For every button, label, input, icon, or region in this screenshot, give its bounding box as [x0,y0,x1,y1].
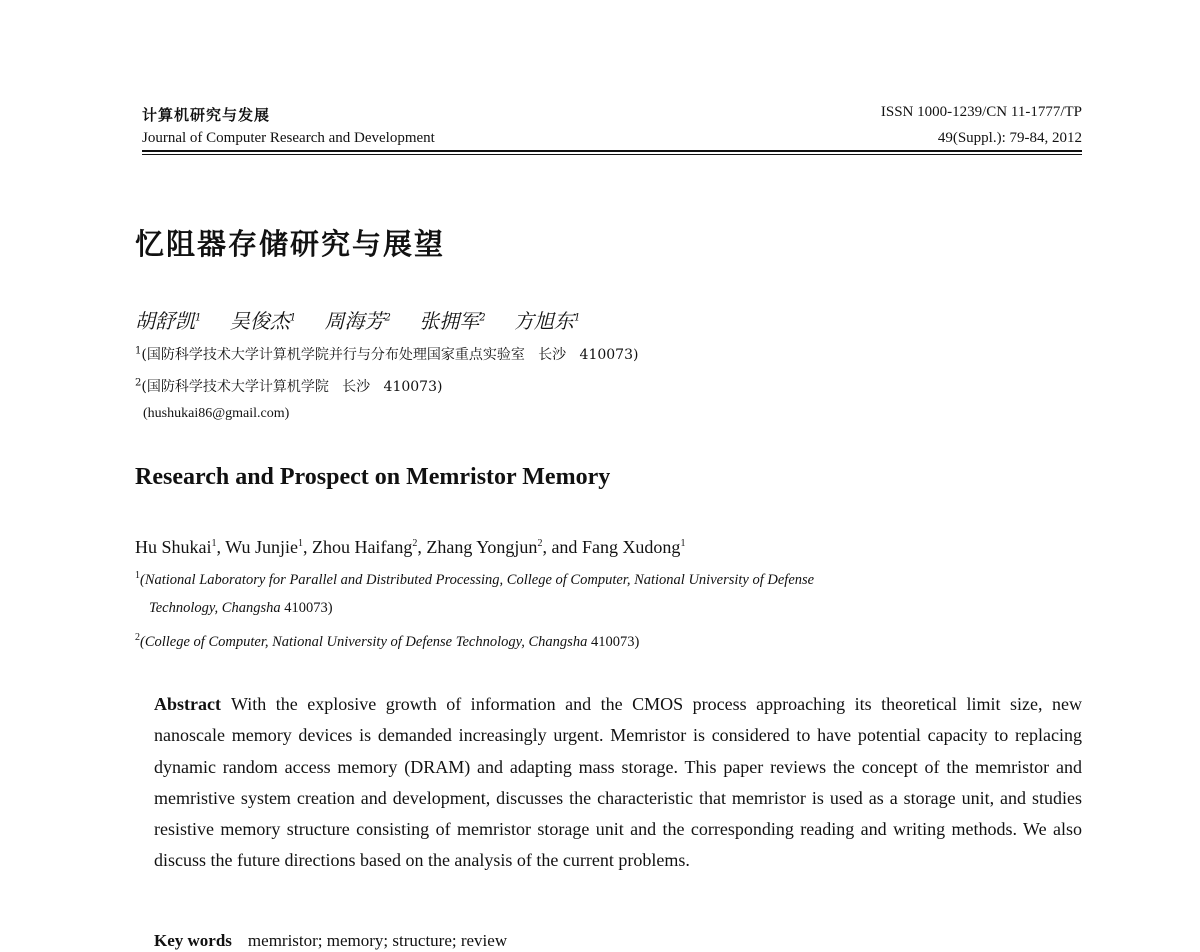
affiliation-cn-2: $^2$(国防科学技术大学计算机学院 长沙 410073) [135,377,443,395]
author-en: Wu Junjie$^1$, [225,537,312,557]
author-en: Fang Xudong$^1$ [581,537,686,557]
keywords-text: memristor; memory; structure; review [247,931,508,950]
abstract-label: Abstract [154,694,221,714]
paper-title-en: Research and Prospect on Memristor Memory [135,464,611,490]
abstract [154,689,1082,877]
affiliation-en-2: $^2$(College of Computer, National University of Defense Technology, Changsha 410073) [135,632,640,650]
keywords-label: Key words [154,931,232,950]
header-rule [142,150,1082,152]
author-cn: 周海芳$^2$ [324,309,391,333]
author-cn: 吴俊杰$^1$ [229,309,297,333]
journal-name-en: Journal of Computer Research and Development [142,130,435,146]
paper-title-cn: 忆阻器存储研究与展望 [135,227,446,261]
author-en: Hu Shukai$^1$, [135,537,226,557]
abstract-text: With the explosive growth of information and the CMOS process approaching its theoretical limit size, new nanoscale memory devices is demanded increasingly urgent. Memristor is considered to have potential capacity to replacing dynamic random access memory (DRAM) and adapting mass storage. This paper reviews the concept of the memristor and memristive system creation and development, discusses the characteristic that memristor is used as a storage unit, and studies resistive memory structure consisting of memristor storage unit and the corresponding reading and writing methods. We also discuss the future directions based on the analysis of the current problems. [154,694,1082,871]
journal-volume: 49(Suppl.): 79-84, 2012 [937,130,1082,146]
affiliation-en-1: $^1$(National Laboratory for Parallel and Distributed Processing, College of Computer, National University of Defense [135,570,815,588]
authors-cn [135,305,602,334]
author-cn: 方旭东$^1$ [513,309,581,333]
keywords [154,931,507,951]
journal-name-cn: 计算机研究与发展 [142,106,271,124]
author-cn: 张拥军$^2$ [419,309,486,333]
authors-en [135,537,685,558]
author-en: Zhou Haifang$^2$, [311,537,427,557]
affiliation-cn-1: $^1$(国防科学技术大学计算机学院并行与分布处理国家重点实验室 长沙 410073) [135,345,639,363]
journal-issn: ISSN 1000-1239/CN 11-1777/TP [880,104,1082,120]
author-en: Zhang Yongjun$^2$, and [426,537,582,557]
header-rule-thin [142,154,1082,155]
author-cn: 胡舒凯$^1$ [135,309,202,333]
affiliation-en-1-cont: Technology, Changsha 410073) [149,600,333,616]
author-email: (hushukai86@gmail.com) [143,406,290,421]
